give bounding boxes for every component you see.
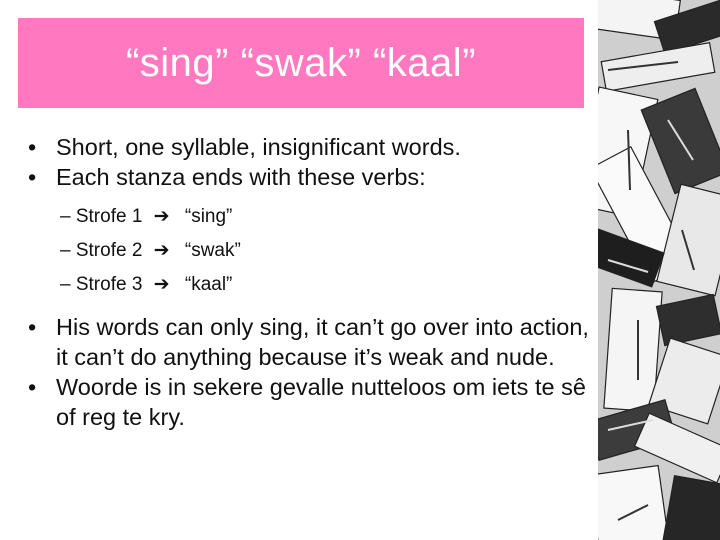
stanza-list xyxy=(26,200,591,302)
bullet-item xyxy=(26,372,591,432)
bullet-text: Woorde is in sekere gevalle nutteloos om iets te sê of reg te kry. xyxy=(56,374,586,430)
bullet-item xyxy=(26,312,591,372)
bullet-item xyxy=(26,162,591,192)
stanza-verb: “swak” xyxy=(184,240,241,261)
bullet-dot-icon: • xyxy=(28,164,37,190)
bullet-text: His words can only sing, it can’t go over into action, it can’t do anything because it’s weak and nude. xyxy=(56,314,589,370)
stanza-item xyxy=(60,234,591,268)
slide-title: “sing” “swak” “kaal” xyxy=(125,40,477,85)
arrow-right-icon: ➔ xyxy=(153,206,170,227)
bullet-text: Each stanza ends with these verbs: xyxy=(56,164,426,190)
word-strips-collage-image xyxy=(598,0,720,540)
arrow-right-icon: ➔ xyxy=(153,240,170,261)
stanza-verb: “sing” xyxy=(184,206,233,227)
arrow-right-icon: ➔ xyxy=(153,274,170,295)
stanza-label: – Strofe 1 xyxy=(60,206,143,227)
collage-graphic xyxy=(598,0,720,540)
title-banner xyxy=(18,18,584,108)
bullet-dot-icon: • xyxy=(28,134,37,160)
bullet-dot-icon: • xyxy=(28,374,37,400)
stanza-label: – Strofe 3 xyxy=(60,274,143,295)
stanza-verb: “kaal” xyxy=(184,274,233,295)
bullet-dot-icon: • xyxy=(28,314,37,340)
bullet-item xyxy=(26,132,591,162)
stanza-label: – Strofe 2 xyxy=(60,240,143,261)
slide-content xyxy=(26,132,591,432)
bullet-text: Short, one syllable, insignificant words. xyxy=(56,134,461,160)
stanza-item xyxy=(60,200,591,234)
stanza-item xyxy=(60,268,591,302)
